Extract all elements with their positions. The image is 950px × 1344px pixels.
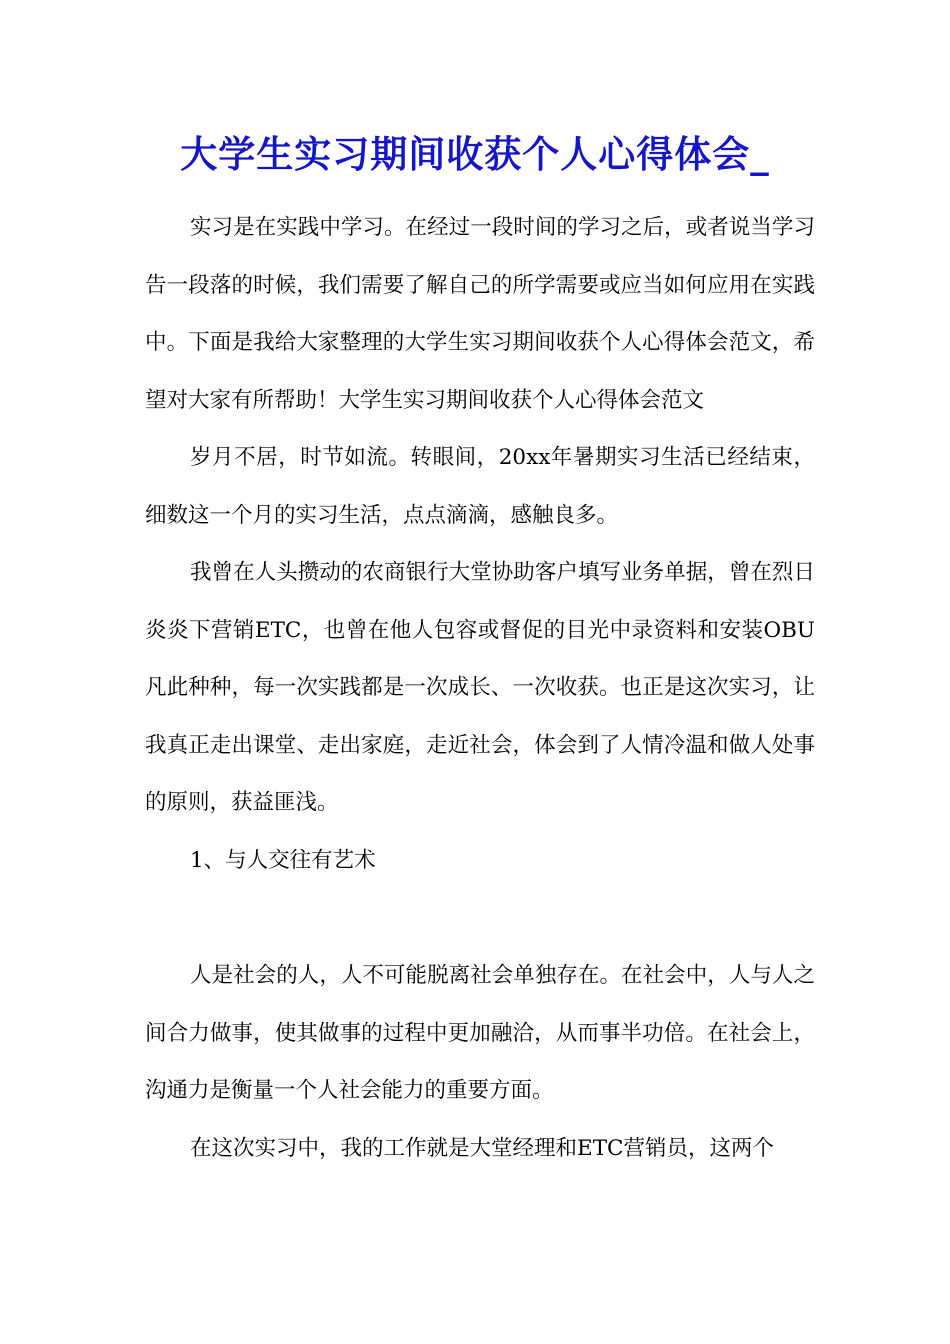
document-body xyxy=(145,199,815,1177)
paragraph-intro: 实习是在实践中学习。在经过一段时间的学习之后，或者说当学习告一段落的时候，我们需要了解自己的所学需要或应当如何应用在实践中。下面是我给大家整理的大学生实习期间收获个人心得体会范文，希望对大家有所帮助！大学生实习期间收获个人心得体会范文 xyxy=(145,215,815,413)
paragraph-experience: 我曾在人头攒动的农商银行大堂协助客户填写业务单据，曾在烈日炎炎下营销ETC，也曾在他人包容或督促的目光中录资料和安装OBU凡此种种，每一次实践都是一次成长、一次收获。也正是这次实习，让我真正走出课堂、走出家庭，走近社会，体会到了人情冷温和做人处事的原则，获益匪浅。 xyxy=(145,560,815,815)
paragraph-work: 在这次实习中，我的工作就是大堂经理和ETC营销员，这两个 xyxy=(190,1135,774,1161)
section-heading: 1、与人交往有艺术 xyxy=(190,847,376,873)
paragraph-time: 岁月不居，时节如流。转眼间，20xx年暑期实习生活已经结束，细数这一个月的实习生活，点点滴滴，感触良多。 xyxy=(145,445,815,528)
page-title: 大学生实习期间收获个人心得体会_ xyxy=(180,132,770,176)
paragraph-social: 人是社会的人，人不可能脱离社会单独存在。在社会中，人与人之间合力做事，使其做事的过程中更加融洽，从而事半功倍。在社会上，沟通力是衡量一个人社会能力的重要方面。 xyxy=(145,963,815,1103)
